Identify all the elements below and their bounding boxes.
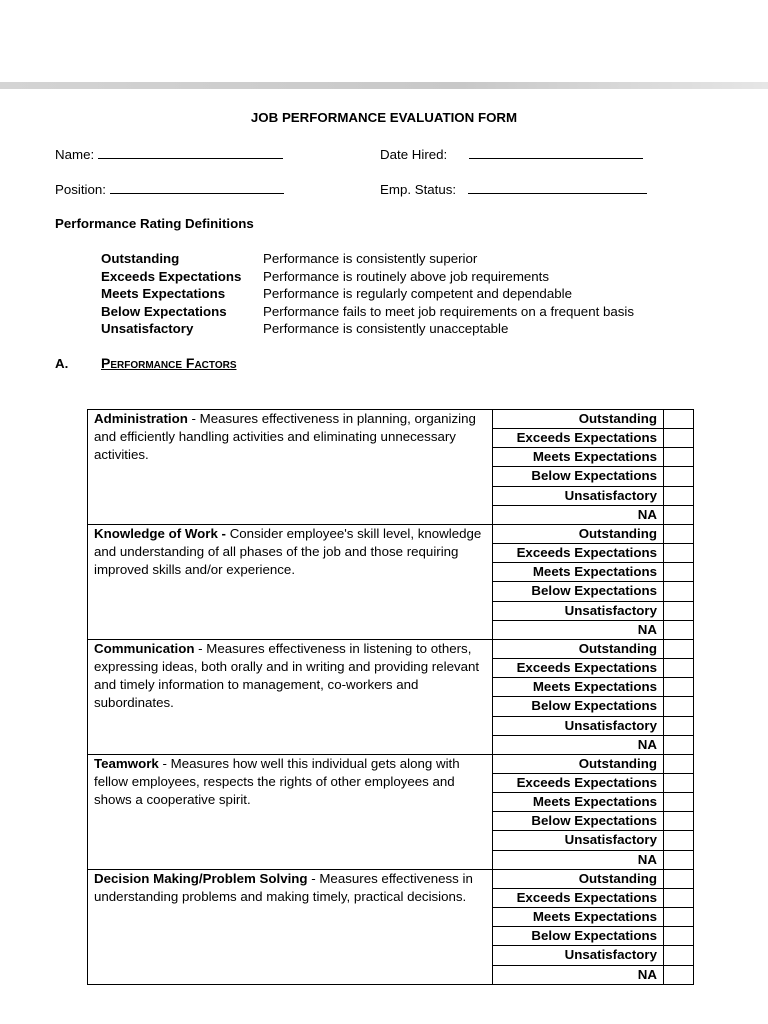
rating-checkbox[interactable] xyxy=(663,889,693,907)
rating-label: Exceeds Expectations xyxy=(516,430,657,446)
factor-desc: Measures how well this individual gets along with fellow employees, respects the rights of other employees and shows a cooperative spirit. xyxy=(94,755,460,807)
rating-options-cell xyxy=(493,754,694,869)
factor-description-cell xyxy=(88,524,493,639)
rating-checkbox[interactable] xyxy=(663,506,693,524)
name-field xyxy=(55,146,283,162)
rating-checkbox[interactable] xyxy=(663,621,693,639)
rating-option xyxy=(493,640,693,659)
rating-checkbox[interactable] xyxy=(663,697,693,715)
definition-term: Meets Expectations xyxy=(101,286,226,301)
rating-option xyxy=(493,755,693,774)
rating-checkbox[interactable] xyxy=(663,525,693,543)
rating-option xyxy=(493,429,693,448)
factor-desc: Measures effectiveness in understanding problems and making timely, practical decisions. xyxy=(94,870,473,904)
factor-name: Administration xyxy=(94,411,188,426)
factor-text xyxy=(94,870,486,906)
definition-term: Outstanding xyxy=(101,251,180,266)
rating-checkbox[interactable] xyxy=(663,678,693,696)
rating-label: Meets Expectations xyxy=(532,449,657,465)
rating-option xyxy=(493,717,693,736)
rating-options-cell xyxy=(493,410,694,525)
rating-option xyxy=(493,678,693,697)
factor-row xyxy=(88,524,694,639)
factor-row xyxy=(88,639,694,754)
position-input-line[interactable] xyxy=(110,181,284,194)
definition-desc: Performance is consistently superior xyxy=(263,251,478,266)
rating-checkbox[interactable] xyxy=(663,831,693,849)
rating-checkbox[interactable] xyxy=(663,467,693,485)
rating-checkbox[interactable] xyxy=(663,966,693,984)
rating-option xyxy=(493,563,693,582)
rating-option xyxy=(493,582,693,601)
rating-option xyxy=(493,812,693,831)
factor-text xyxy=(94,525,486,579)
rating-label: Unsatisfactory xyxy=(564,487,657,503)
emp-status-field xyxy=(380,181,647,197)
rating-checkbox[interactable] xyxy=(663,946,693,964)
emp-status-input-line[interactable] xyxy=(468,181,647,194)
rating-label: Below Expectations xyxy=(531,813,657,829)
factor-text xyxy=(94,410,486,464)
rating-option xyxy=(493,774,693,793)
rating-label: Exceeds Expectations xyxy=(516,660,657,676)
rating-option xyxy=(493,831,693,850)
position-field xyxy=(55,181,284,197)
definition-desc: Performance fails to meet job requirements on a frequent basis xyxy=(263,303,635,319)
rating-checkbox[interactable] xyxy=(663,870,693,888)
rating-checkbox[interactable] xyxy=(663,448,693,466)
rating-option xyxy=(493,544,693,563)
factor-text xyxy=(94,640,486,712)
section-title: Performance Factors xyxy=(101,355,237,371)
rating-checkbox[interactable] xyxy=(663,851,693,869)
rating-checkbox[interactable] xyxy=(663,410,693,428)
rating-label: Below Expectations xyxy=(531,583,657,599)
factor-name: Teamwork xyxy=(94,755,159,771)
rating-checkbox[interactable] xyxy=(663,755,693,773)
rating-label: Below Expectations xyxy=(531,928,657,944)
rating-option xyxy=(493,525,693,544)
rating-label: NA xyxy=(637,621,657,637)
rating-label: NA xyxy=(637,851,657,867)
rating-option xyxy=(493,487,693,506)
rating-checkbox[interactable] xyxy=(663,563,693,581)
section-letter: A. xyxy=(55,356,69,371)
rating-option xyxy=(493,889,693,908)
factor-name: Decision Making/Problem Solving xyxy=(94,870,308,886)
factor-desc: Measures effectiveness in listening to others, expressing ideas, both orally and in writing and providing relevant and timely information to management, co-workers and subordinates. xyxy=(94,640,480,711)
position-label: Position: xyxy=(55,182,106,197)
rating-option xyxy=(493,927,693,946)
rating-option xyxy=(493,410,693,429)
rating-label: NA xyxy=(637,506,657,522)
rating-checkbox[interactable] xyxy=(663,793,693,811)
rating-label: Unsatisfactory xyxy=(564,832,657,848)
definition-desc: Performance is consistently unacceptable xyxy=(263,321,509,336)
rating-option xyxy=(493,736,693,754)
rating-option xyxy=(493,659,693,678)
rating-checkbox[interactable] xyxy=(663,602,693,620)
factor-row xyxy=(88,754,694,869)
rating-option xyxy=(493,621,693,639)
rating-label: Outstanding xyxy=(578,870,657,886)
rating-label: Below Expectations xyxy=(531,468,657,484)
rating-checkbox[interactable] xyxy=(663,582,693,600)
definition-term: Below Expectations xyxy=(101,303,227,319)
rating-label: NA xyxy=(637,736,657,752)
factor-row xyxy=(88,869,694,984)
factor-separator: - xyxy=(187,411,200,426)
rating-label: Meets Expectations xyxy=(532,564,657,580)
date-hired-field xyxy=(380,146,643,162)
definition-term: Unsatisfactory xyxy=(101,321,194,336)
rating-option xyxy=(493,793,693,812)
factor-separator: - xyxy=(158,755,171,771)
rating-checkbox[interactable] xyxy=(663,927,693,945)
rating-option xyxy=(493,851,693,869)
factor-description-cell xyxy=(88,869,493,984)
rating-label: Unsatisfactory xyxy=(564,602,657,618)
rating-label: Unsatisfactory xyxy=(564,947,657,963)
emp-status-label: Emp. Status: xyxy=(380,182,457,197)
top-divider-bar xyxy=(0,82,768,89)
definition-desc: Performance is regularly competent and dependable xyxy=(263,286,572,301)
rating-checkbox[interactable] xyxy=(663,640,693,658)
factor-separator: - xyxy=(307,870,320,886)
rating-label: Exceeds Expectations xyxy=(516,774,657,790)
rating-label: NA xyxy=(637,966,657,982)
rating-option xyxy=(493,966,693,984)
rating-option xyxy=(493,467,693,486)
rating-checkbox[interactable] xyxy=(663,487,693,505)
factor-description-cell xyxy=(88,754,493,869)
rating-checkbox[interactable] xyxy=(663,774,693,792)
definition-term: Exceeds Expectations xyxy=(101,268,242,284)
rating-label: Outstanding xyxy=(578,411,657,426)
rating-checkbox[interactable] xyxy=(663,659,693,677)
rating-label: Meets Expectations xyxy=(532,909,657,925)
rating-options-cell xyxy=(493,869,694,984)
rating-label: Unsatisfactory xyxy=(564,717,657,733)
rating-option xyxy=(493,448,693,467)
factor-separator: - xyxy=(194,640,207,656)
rating-checkbox[interactable] xyxy=(663,544,693,562)
form-title: JOB PERFORMANCE EVALUATION FORM xyxy=(250,110,518,125)
rating-option xyxy=(493,870,693,889)
date-hired-input-line[interactable] xyxy=(469,146,643,159)
rating-checkbox[interactable] xyxy=(663,908,693,926)
factor-description-cell xyxy=(88,410,493,525)
rating-options-cell xyxy=(493,524,694,639)
rating-option xyxy=(493,946,693,965)
definition-desc: Performance is routinely above job requirements xyxy=(263,268,550,284)
rating-label: Exceeds Expectations xyxy=(516,889,657,905)
date-hired-label: Date Hired: xyxy=(380,147,448,162)
rating-label: Outstanding xyxy=(578,640,657,656)
rating-label: Meets Expectations xyxy=(532,679,657,695)
rating-options-cell xyxy=(493,639,694,754)
rating-label: Outstanding xyxy=(578,525,657,541)
factor-text xyxy=(94,755,486,809)
rating-option xyxy=(493,602,693,621)
factor-name: Knowledge of Work - xyxy=(94,525,226,541)
rating-option xyxy=(493,908,693,927)
rating-label: Meets Expectations xyxy=(532,794,657,810)
performance-factors-table xyxy=(87,409,694,985)
rating-checkbox[interactable] xyxy=(663,736,693,754)
rating-option xyxy=(493,506,693,524)
definitions-heading: Performance Rating Definitions xyxy=(55,216,254,231)
factor-row xyxy=(88,410,694,525)
rating-label: Outstanding xyxy=(578,755,657,771)
name-label: Name: xyxy=(55,147,95,162)
factor-desc: Consider employee's skill level, knowledge and understanding of all phases of the job and those requiring improved skills and/or experience. xyxy=(94,525,482,578)
factor-description-cell xyxy=(88,639,493,754)
factor-name: Communication xyxy=(94,640,195,656)
name-input-line[interactable] xyxy=(98,146,283,159)
factor-desc: Measures effectiveness in planning, organizing and efficiently handling activities and eliminating unnecessary activities. xyxy=(94,411,476,463)
rating-label: Exceeds Expectations xyxy=(516,545,657,561)
rating-checkbox[interactable] xyxy=(663,717,693,735)
rating-option xyxy=(493,697,693,716)
rating-checkbox[interactable] xyxy=(663,812,693,830)
rating-checkbox[interactable] xyxy=(663,429,693,447)
rating-label: Below Expectations xyxy=(531,698,657,714)
